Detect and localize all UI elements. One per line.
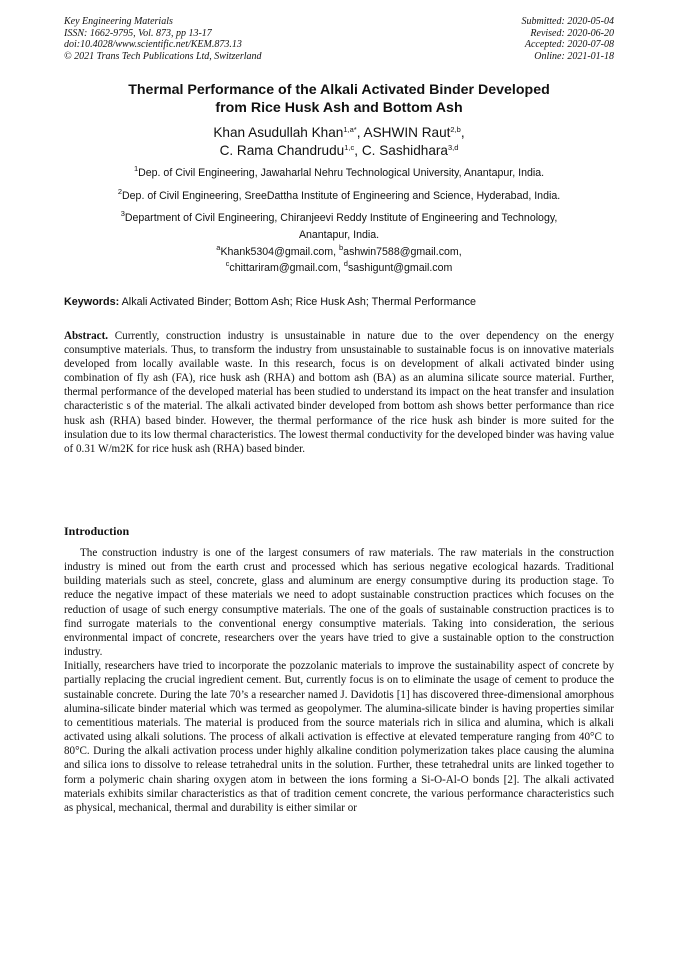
author-superscript: 3,d <box>447 143 459 153</box>
author-line-2 <box>40 142 638 160</box>
email-superscript: a <box>216 243 221 252</box>
author-emails <box>60 245 618 276</box>
journal-info <box>64 16 262 62</box>
abstract-label: Abstract. <box>64 330 109 342</box>
author-superscript: 1,a* <box>343 125 357 134</box>
affiliation-text: Dep. of Civil Engineering, Jawaharlal Nehru Technological University, Anantapur, India. <box>138 167 545 179</box>
abstract-text: Currently, construction industry is unsustainable in nature due to the over dependency on the energy consumptive materials. Thus, to transform the industry from unsustainable to sustainable focus is on innovative materials developed from locally available waste. In this research, focus is on development of alkali activated binder using combination of fly ash (FA), rice husk ash (RHA) and bottom ash (BA) as an alumina silicate source material. Further, thermal performance of the developed material has been studied to understand its impact on the heat transfer and insulation characteristic s of the material. The alkali activated binder developed from bottom ash shows better performance than rice husk ash (RHA) based binder. However, the thermal performance of the rice husk ash binder is more suited for the insulation due to its low thermal characteristics. The lowest thermal conductivity for the developed binder was having value of 0.31 W/m2K for rice husk ash (RHA) based binder. <box>64 330 615 455</box>
affiliation-superscript: 3 <box>120 209 125 218</box>
journal-copyright: © 2021 Trans Tech Publications Ltd, Switzerland <box>64 50 262 62</box>
author-separator: , <box>460 125 465 140</box>
email-superscript: d <box>343 258 348 268</box>
author-name: Khan Asudullah Khan <box>213 125 344 140</box>
email-address: ashwin7588@gmail.com, <box>343 246 462 258</box>
date-online: Online: 2021-01-18 <box>534 50 614 62</box>
title-line-2: from Rice Husk Ash and Bottom Ash <box>215 99 463 116</box>
author-name: C. Sashidhara <box>361 143 448 159</box>
introduction-paragraph-2: Initially, researchers have tried to incorporate the pozzolanic materials to improve the sustainability aspect of concrete by partially replacing the crucial ingredient cement. But, currently focus is on to eliminate the usage of cement to produce the sustainable concrete. During the late 70’s a researcher named J. Davidotis [1] has discovered three-dimensional amorphous alumina-silicate binder material which was termed as geopolymer. The alumina-silicate binder is having properties similar to cementitious materials. The material is produced from the source materials rich in silica and alumina, which is alkali activated using alkali solutions. The process of alkali activation is effective at elevated temperature ranging from 40°C to 80°C. During the alkali activation process under highly alkaline condition polymerization takes place causing the alumina and silica ions to dissolve to release tetrahedral units in the solution. Further, these tetrahedral units are linked together to form a polymeric chain sharing oxygen atom in between the ions forming a Si-O-Al-O bonds [2]. The alkali activated materials exhibits similar characteristics as that of tradition cement concrete, the various performance characteristics such as physical, mechanical, thermal and durability is either similar or <box>64 660 614 814</box>
date-revised: Revised: 2020-06-20 <box>530 27 614 39</box>
author-name: C. Rama Chandrudu <box>219 143 345 159</box>
email-address: sashigunt@gmail.com <box>347 261 453 274</box>
keywords-section <box>64 295 614 309</box>
affiliation-1 <box>60 165 618 182</box>
affiliation-text: Department of Civil Engineering, Chiranjeevi Reddy Institute of Engineering and Technology, <box>124 212 558 224</box>
author-superscript: 1,c <box>344 143 355 153</box>
journal-doi: doi:10.4028/www.scientific.net/KEM.873.13 <box>64 39 242 51</box>
keywords-text: Alkali Activated Binder; Bottom Ash; Rice Husk Ash; Thermal Performance <box>119 296 477 308</box>
abstract-section <box>64 329 614 456</box>
introduction-paragraph-1: The construction industry is one of the largest consumers of raw materials. The raw materials in the construction industry is mined out from the earth crust and processed which has serious negative ecological hazards. Traditional building materials such as steel, concrete, glass and aluminum are energy consumptive during its production stage. To reduce the negative impact of these materials we need to adopt sustainable construction practices which focuses on the reduction of usage of such energy consumptive materials. The one of the goals of sustainable construction practices is to find surrogate materials to the conventional energy consumptive materials. Taking into consideration, the serious environmental impact of concrete, researchers over the years have tried to give a sustainable option to the construction industry. <box>64 547 614 659</box>
email-address: chittariram@gmail.com, <box>229 261 344 274</box>
affiliation-line <box>60 188 618 205</box>
publication-dates <box>522 16 615 62</box>
date-submitted: Submitted: 2020-05-04 <box>521 16 614 27</box>
author-name: ASHWIN Raut <box>363 125 451 140</box>
affiliation-line <box>60 165 618 182</box>
email-line-1 <box>60 245 618 261</box>
email-address: Khank5304@gmail.com, <box>220 246 339 258</box>
title-line-1: Thermal Performance of the Alkali Activated Binder Developed <box>128 82 550 98</box>
paper-title <box>40 82 638 117</box>
affiliation-superscript: 1 <box>133 164 139 173</box>
author-separator: , <box>354 143 362 159</box>
email-superscript: c <box>225 258 230 268</box>
affiliation-line <box>60 210 618 227</box>
journal-issn: ISSN: 1662-9795, Vol. 873, pp 13-17 <box>64 27 212 39</box>
affiliation-2 <box>60 188 618 205</box>
email-line-2 <box>60 258 618 277</box>
introduction-body <box>64 546 614 815</box>
introduction-heading: Introduction <box>64 524 130 538</box>
author-separator: , <box>356 125 364 140</box>
email-superscript: b <box>339 243 344 252</box>
affiliation-3 <box>60 210 618 243</box>
keywords-label: Keywords: <box>64 296 120 308</box>
affiliation-text: Dep. of Civil Engineering, SreeDattha Institute of Engineering and Science, Hyderabad, India. <box>122 190 561 202</box>
author-superscript: 2,b <box>450 125 461 134</box>
date-accepted: Accepted: 2020-07-08 <box>524 39 614 51</box>
author-list <box>40 124 638 160</box>
affiliation-text-continued: Anantapur, India. <box>298 228 380 241</box>
affiliation-superscript: 2 <box>117 187 123 196</box>
journal-name: Key Engineering Materials <box>64 16 173 27</box>
author-line-1 <box>40 124 638 142</box>
